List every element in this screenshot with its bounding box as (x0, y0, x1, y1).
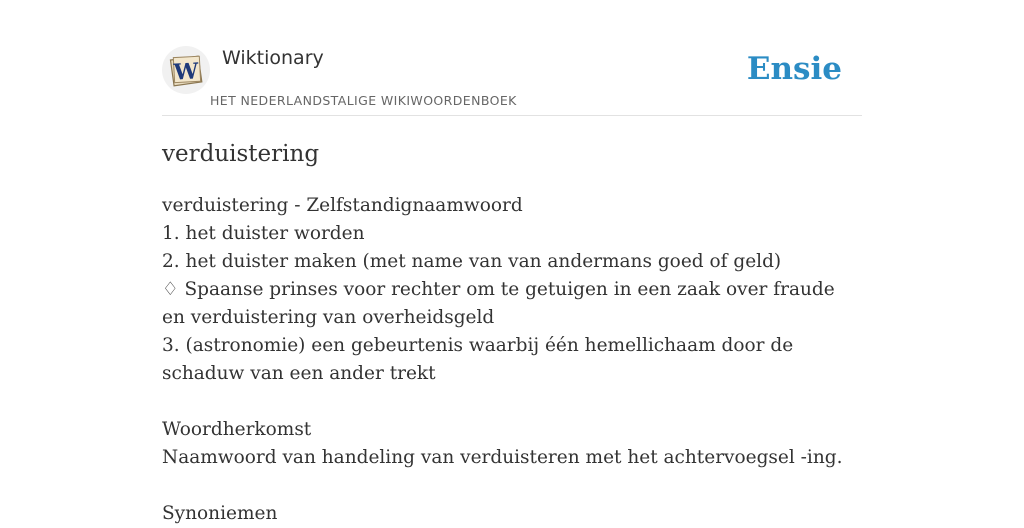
entry-heading: verduistering - Zelfstandignaamwoord (162, 195, 523, 216)
site-header (162, 0, 862, 116)
definition-2-example: ♢ Spaanse prinses voor rechter om te getuigen in een zaak over fraude en verduistering van overheidsgeld (162, 279, 835, 328)
w-tile-icon (168, 52, 204, 88)
spacer (162, 472, 862, 500)
spacer (162, 388, 862, 416)
definition-2: 2. het duister maken (met name van van andermans goed of geld) (162, 251, 782, 272)
wiktionary-logo-icon[interactable] (162, 46, 210, 94)
site-name[interactable]: Wiktionary (222, 47, 324, 69)
definition-3: 3. (astronomie) een gebeurtenis waarbij één hemellichaam door de schaduw van een ander trekt (162, 335, 794, 384)
svg-text:W: W (173, 58, 200, 86)
site-tagline: HET NEDERLANDSTALIGE WIKIWOORDENBOEK (210, 93, 517, 108)
etymology-heading: Woordherkomst (162, 419, 312, 440)
etymology-text: Naamwoord van handeling van verduisteren met het achtervoegsel -ing. (162, 447, 843, 468)
definition-1: 1. het duister worden (162, 223, 365, 244)
ensie-brand-link[interactable]: Ensie (746, 51, 842, 87)
entry-content (162, 192, 862, 528)
synonyms-heading: Synoniemen (162, 503, 278, 524)
page (162, 0, 862, 524)
page-title: verduistering (162, 141, 320, 167)
